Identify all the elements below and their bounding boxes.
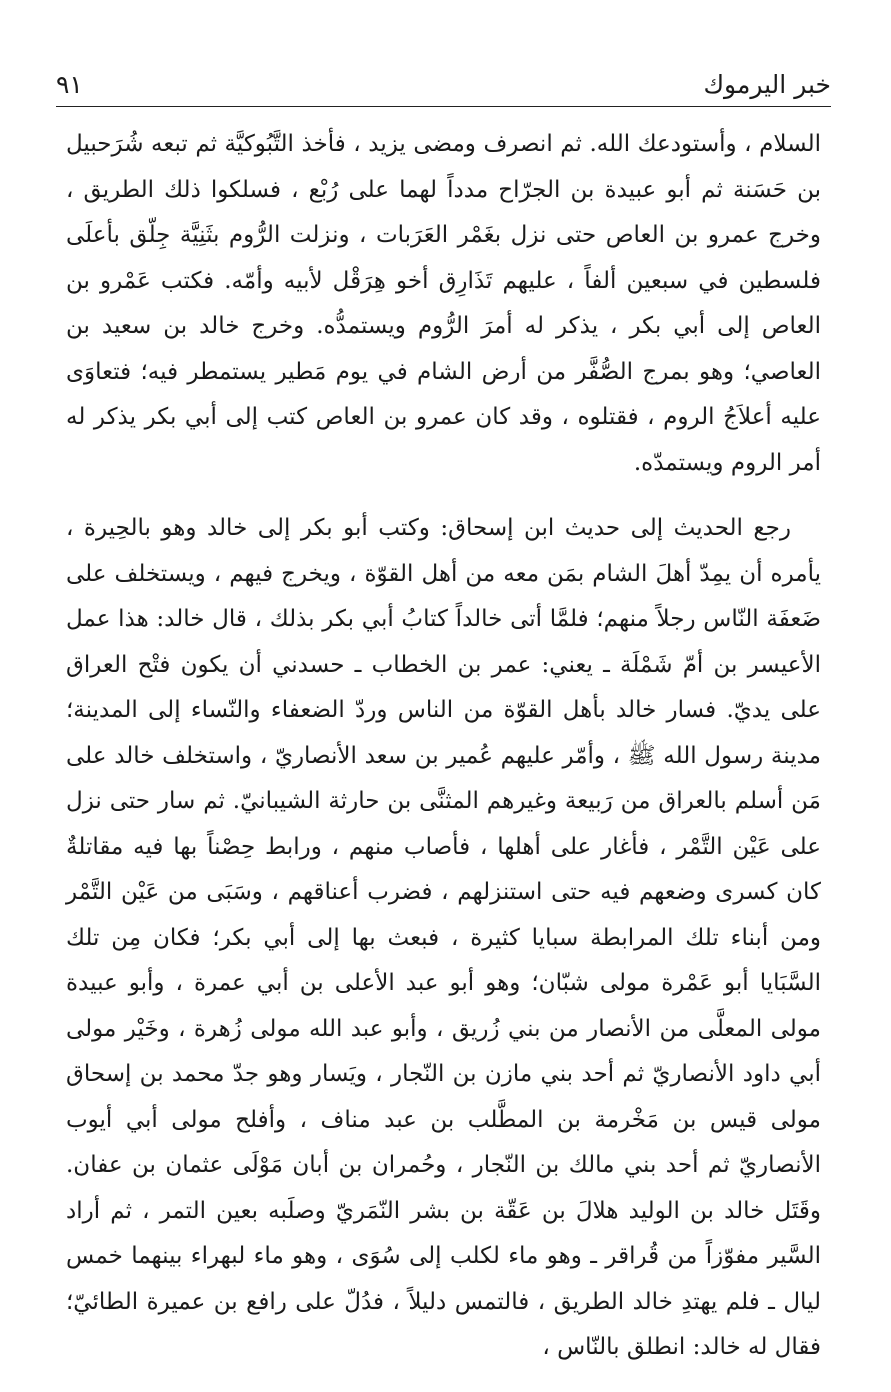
running-title: خبر اليرموك [703,70,831,99]
paragraph-text: السلام ، وأستودعك الله. ثم انصرف ومضى يزيد ، فأخذ التَّبُوكيَّة ثم تبعه شُرَحبيل بن حَسَنة ثم أبو عبيدة بن الجرّاح مدداً لهما على رُبْع ، فسلكوا ذلك الطريق ، وخرج عمرو بن العاص حتى نزل بغَمْر العَرَبات ، ونزلت الرُّوم بثَنِيَّة جِلّق بأعلَى فلسطين في سبعين ألفاً ، عليهم تَذَارِق أخو هِرَقْل لأبيه وأمّه. فكتب عَمْرو بن العاص إلى أبي بكر ، يذكر له أمرَ الرُّوم ويستمدُّه. وخرج خالد بن سعيد بن العاصي؛ وهو بمرج الصُّفَّر من أرض الشام في يوم مَطير يستمطر فيه؛ فتعاوَى عليه أعلاَجُ الروم ، فقتلوه ، وقد كان عمرو بن العاص كتب إلى أبي بكر يذكر له أمر الروم ويستمدّه. [66,131,821,476]
header-divider [56,106,831,107]
paragraph-main [66,506,821,1371]
running-header [56,58,831,102]
paragraph-continuation [66,122,821,486]
page-number: ٩١ [56,70,83,99]
paragraph-text: رجع الحديث إلى حديث ابن إسحاق: وكتب أبو بكر إلى خالد وهو بالحِيرة ، يأمره أن يمِدّ أهلَ الشام بمَن معه من أهل القوّة ، ويخرج فيهم ، ويستخلف على ضَعفَة النّاس رجلاً منهم؛ فلمَّا أتى خالداً كتابُ أبي بكر بذلك ، قال خالد: هذا عمل الأعيسر بن أمّ شَمْلَة ـ يعني: عمر بن الخطاب ـ حسدني أن يكون فتْح العراق على يديّ. فسار خالد بأهل القوّة من الناس وردّ الضعفاء والنّساء إلى المدينة؛ مدينة رسول الله ﷺ ، وأمّر عليهم عُمير بن سعد الأنصاريّ ، واستخلف خالد على مَن أسلم بالعراق من رَبيعة وغيرهم المثنَّى بن حارثة الشيبانيّ. ثم سار حتى نزل على عَيْن التَّمْر ، فأغار على أهلها ، فأصاب منهم ، ورابط حِصْناً بها فيه مقاتلةٌ كان كسرى وضعهم فيه حتى استنزلهم ، فضرب أعناقهم ، وسَبَى من عَيْن التَّمْر ومن أبناء تلك المرابطة سبايا كثيرة ، فبعث بها إلى أبي بكر؛ فكان مِن تلك السَّبَايا أبو عَمْرة مولى شبّان؛ وهو أبو عبد الأعلى بن أبي عمرة ، وأبو عبيدة مولى المعلَّى من الأنصار من بني زُريق ، وأبو عبد الله مولى زُهرة ، وخَيْر مولى أبي داود الأنصاريّ ثم أحد بني مازن بن النّجار ، ويَسار وهو جدّ محمد بن إسحاق مولى قيس بن مَخْرمة بن المطَّلب بن عبد مناف ، وأفلح مولى أبي أيوب الأنصاريّ ثم أحد بني مالك بن النّجار ، وحُمران بن أبان مَوْلَى عثمان بن عفان. وقَتَل خالد بن الوليد هلالَ بن عَقّة بن بشر النّمَريّ وصلَبه بعين التمر ، ثم أراد السَّير مفوّزاً من قُراقر ـ وهو ماء لكلب إلى سُوَى ، وهو ماء لبهراء بينهما خمس ليال ـ فلم يهتدِ خالد الطريق ، فالتمس دليلاً ، فدُلّ على رافع بن عميرة الطائيّ؛ فقال له خالد: انطلق بالنّاس ، [66,515,821,1360]
